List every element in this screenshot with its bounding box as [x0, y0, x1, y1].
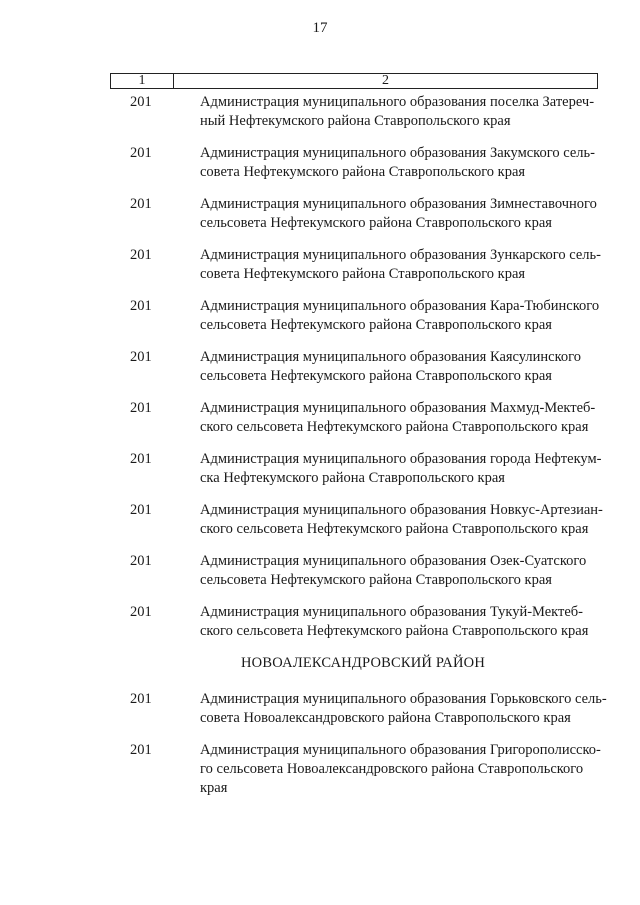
row-name-line: го сельсовета Новоалександровского района Ставропольского [200, 761, 584, 777]
column-header-table [110, 73, 598, 89]
row-name-line: ского сельсовета Нефтекумского района Ставропольского края [200, 623, 589, 639]
row-name [200, 741, 620, 798]
row-code: 201 [130, 349, 152, 365]
row-name [200, 144, 620, 182]
row-name [200, 690, 620, 728]
row-name-line: Администрация муниципального образования города Нефтекум- [200, 451, 602, 467]
section-heading: НОВОАЛЕКСАНДРОВСКИЙ РАЙОН [240, 655, 485, 671]
row-name-line: края [200, 780, 228, 796]
row-code: 201 [130, 94, 152, 110]
table-row [0, 690, 640, 728]
table-row [0, 501, 640, 539]
row-name-line: Администрация муниципального образования Зункарского сель- [200, 247, 601, 263]
row-name-line: Администрация муниципального образования Озек-Суатского [200, 553, 587, 569]
row-name [200, 501, 620, 539]
row-name [200, 450, 620, 488]
row-code: 201 [130, 502, 152, 518]
row-code: 201 [130, 247, 152, 263]
row-name-line: Администрация муниципального образования Каясулинского [200, 349, 582, 365]
entries-list [0, 93, 640, 811]
row-name-line: ского сельсовета Нефтекумского района Ставропольского края [200, 521, 589, 537]
table-row [0, 297, 640, 335]
row-name [200, 93, 620, 131]
row-name-line: совета Нефтекумского района Ставропольского края [200, 164, 526, 180]
table-row [0, 195, 640, 233]
table-row [0, 603, 640, 641]
row-code: 201 [130, 400, 152, 416]
row-name-line: Администрация муниципального образования Закумского сель- [200, 145, 595, 161]
row-code: 201 [130, 196, 152, 212]
table-row [0, 93, 640, 131]
row-code: 201 [130, 298, 152, 314]
table-row [0, 741, 640, 798]
row-name-line: совета Новоалександровского района Ставропольского края [200, 710, 571, 726]
table-row [0, 348, 640, 386]
table-row [0, 399, 640, 437]
row-name-line: ска Нефтекумского района Ставропольского края [200, 470, 505, 486]
row-code: 201 [130, 742, 152, 758]
table-row [0, 246, 640, 284]
row-name [200, 297, 620, 335]
row-name [200, 348, 620, 386]
row-name-line: Администрация муниципального образования Тукуй-Мектеб- [200, 604, 584, 620]
row-name-line: сельсовета Нефтекумского района Ставропольского края [200, 317, 552, 333]
row-code: 201 [130, 691, 152, 707]
row-name [200, 552, 620, 590]
row-code: 201 [130, 145, 152, 161]
column-header-1: 1 [111, 74, 174, 88]
row-name [200, 399, 620, 437]
row-name-line: Администрация муниципального образования Кара-Тюбинского [200, 298, 600, 314]
row-name-line: ный Нефтекумского района Ставропольского края [200, 113, 511, 129]
row-name-line: Администрация муниципального образования Махмуд-Мектеб- [200, 400, 596, 416]
row-name-line: сельсовета Нефтекумского района Ставропольского края [200, 572, 552, 588]
row-code: 201 [130, 553, 152, 569]
table-row [0, 450, 640, 488]
row-name-line: Администрация муниципального образования поселка Затереч- [200, 94, 595, 110]
row-name-line: Администрация муниципального образования Григорополисско- [200, 742, 601, 758]
row-name-line: ского сельсовета Нефтекумского района Ставропольского края [200, 419, 589, 435]
row-name [200, 246, 620, 284]
table-row [0, 144, 640, 182]
row-name-line: Администрация муниципального образования Новкус-Артезиан- [200, 502, 603, 518]
row-name [200, 603, 620, 641]
table-row [0, 552, 640, 590]
row-name-line: Администрация муниципального образования Горьковского сель- [200, 691, 607, 707]
page-number: 17 [312, 20, 328, 36]
row-code: 201 [130, 604, 152, 620]
row-name-line: сельсовета Нефтекумского района Ставропольского края [200, 215, 552, 231]
row-name-line: Администрация муниципального образования Зимнеставочного [200, 196, 597, 212]
row-name [200, 195, 620, 233]
row-name-line: сельсовета Нефтекумского района Ставропольского края [200, 368, 552, 384]
row-name-line: совета Нефтекумского района Ставропольского края [200, 266, 526, 282]
column-header-2: 2 [382, 73, 389, 88]
row-code: 201 [130, 451, 152, 467]
